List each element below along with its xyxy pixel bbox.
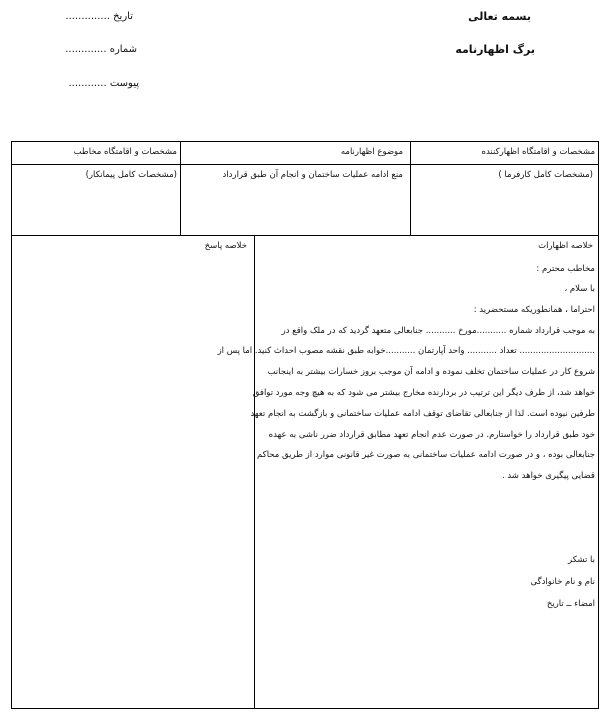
body-line: خود طبق قرارداد را خواستارم. در صورت عدم انجام تعهد مطابق قرارداد ضرر ناشی به عهده xyxy=(268,430,595,440)
summary-header: خلاصه اظهارات xyxy=(538,241,593,251)
number-field: شماره ............. xyxy=(65,44,137,55)
body-line: احتراما ، همانطوریکه مستحضرید : xyxy=(473,305,595,315)
date-field: تاریخ .............. xyxy=(65,11,133,22)
declarant-header: مشخصات و اقامتگاه اظهارکننده xyxy=(481,147,595,157)
body-line: شروع کار در عملیات ساختمان تخلف نموده و ادامه آن موجب بروز خسارات بیشتر به اینجانب xyxy=(267,367,595,377)
subject-value: منع ادامه عملیات ساختمان و انجام آن طبق قرارداد xyxy=(222,170,403,180)
addressee-value: (مشخصات کامل پیمانکار) xyxy=(85,170,177,180)
column-divider-left xyxy=(180,141,181,236)
body-line: ............................ تعداد ........... واحد آپارتمان ...........خوابه طبق نقشه مصوب احداث کنید. اما پس از xyxy=(217,346,595,356)
reply-header: خلاصه پاسخ xyxy=(204,241,247,251)
document-title: بسمه تعالی xyxy=(468,10,531,23)
summary-reply-divider xyxy=(254,235,255,709)
declarant-value: (مشخصات کامل کارفرما ) xyxy=(498,170,593,180)
body-line: قضایی پیگیری خواهد شد . xyxy=(501,471,595,481)
name-line: نام و نام خانوادگی xyxy=(530,577,595,587)
addressee-header: مشخصات و اقامتگاه مخاطب xyxy=(73,147,177,157)
body-line: طرفین نبوده است. لذا از جنابعالی تقاضای توقف ادامه عملیات ساختمانی و بازگشت به انجام تعهد xyxy=(250,409,595,419)
body-line: خواهد شد، از طرف دیگر این ترتیب در بردارنده مخارج بیشتر می شود که به هیچ وجه مورد توافق xyxy=(252,388,595,398)
body-line: جنابعالی بوده ، و در صورت ادامه عملیات ساختمانی به صورت غیر قانونی موارد از طریق محاکم xyxy=(257,450,595,460)
body-line: مخاطب محترم : xyxy=(536,264,595,274)
document-subtitle: برگ اظهارنامه xyxy=(455,43,535,56)
first-row-divider xyxy=(11,235,599,236)
body-line: به موجب قرارداد شماره ...........مورخ ........... جنابعالی متعهد گردید که در ملک واقع در xyxy=(281,326,595,336)
closing-text: با تشکر xyxy=(568,555,595,565)
declaration-table xyxy=(11,141,599,709)
body-line: با سلام ، xyxy=(564,284,595,294)
signature-line: امضاء ــ تاریخ xyxy=(546,599,595,609)
subject-header: موضوع اظهارنامه xyxy=(340,147,403,157)
header-row-divider xyxy=(11,164,599,165)
attachment-field: پیوست ............ xyxy=(68,78,139,89)
column-divider-right xyxy=(410,141,411,236)
